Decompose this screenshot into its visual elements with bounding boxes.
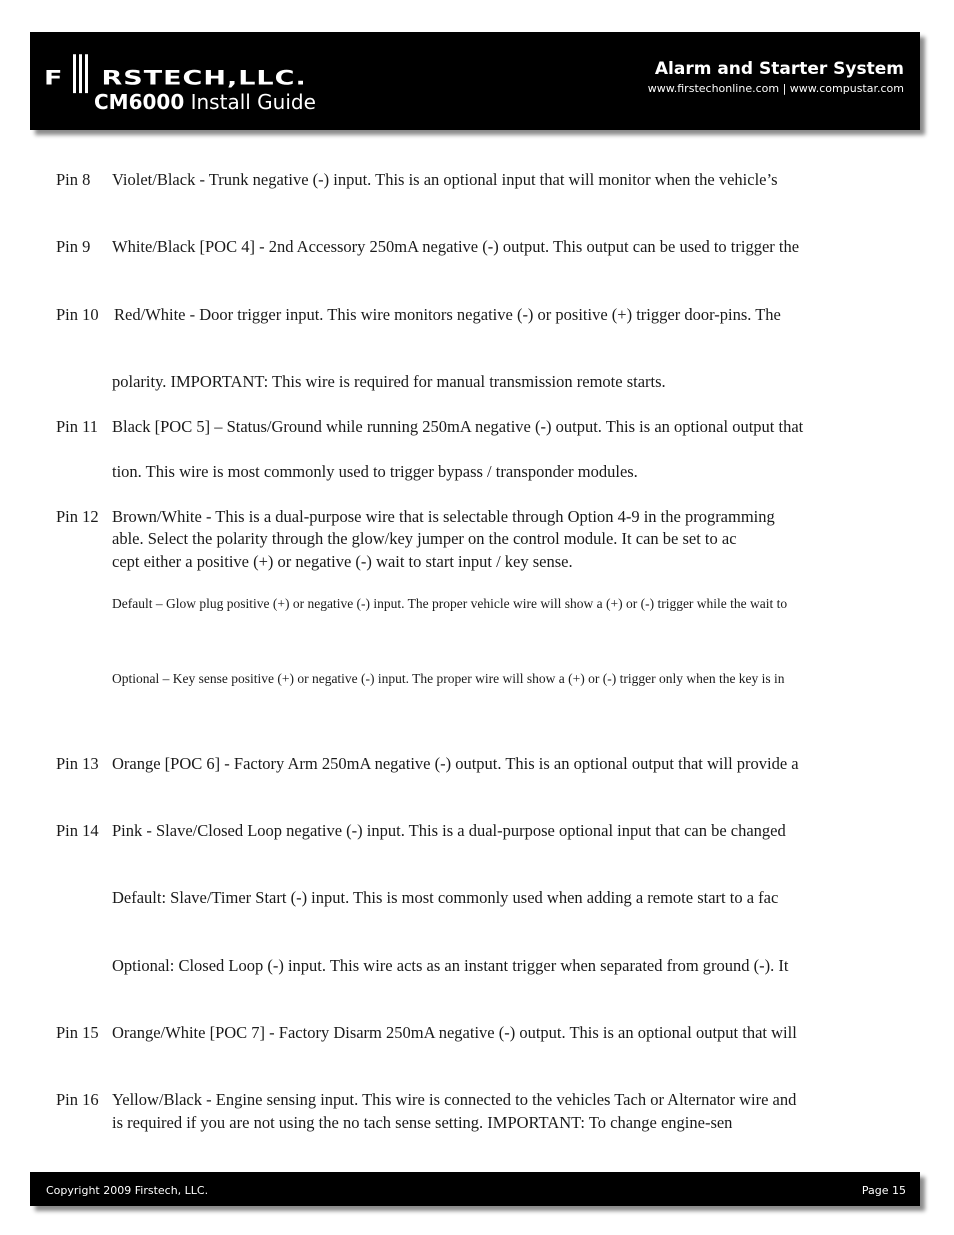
page-footer bbox=[30, 1172, 920, 1206]
pin-13-label: Pin 13 bbox=[56, 754, 99, 773]
pin-10-label: Pin 10 bbox=[56, 305, 99, 324]
page-header bbox=[30, 32, 920, 130]
copyright: Copyright 2009 Firstech, LLC. bbox=[46, 1184, 209, 1197]
pin-9-label: Pin 9 bbox=[56, 237, 91, 256]
guide-title bbox=[94, 90, 316, 114]
pin-8-text: Violet/Black - Trunk negative (-) input. This is an optional input that will monitor when the vehicle’s bbox=[112, 170, 778, 189]
pin-10-text-cont: polarity. IMPORTANT: This wire is required for manual transmission remote starts. bbox=[112, 372, 666, 391]
pin-16-text: Yellow/Black - Engine sensing input. This wire is connected to the vehicles Tach or Alternator wire and bbox=[112, 1090, 797, 1109]
logo-bars-icon bbox=[65, 60, 99, 87]
pin-11-text: Black [POC 5] – Status/Ground while running 250mA negative (-) output. This is an optional output that bbox=[112, 417, 804, 436]
pin-14-label: Pin 14 bbox=[56, 821, 99, 840]
pin-12-default-note: Default – Glow plug positive (+) or negative (-) input. The proper vehicle wire will show a (+) or (-) trigger while the wait to bbox=[112, 596, 788, 611]
pin-12-optional-note: Optional – Key sense positive (+) or negative (-) input. The proper wire will show a (+) or (-) trigger only when the key is in bbox=[112, 671, 785, 686]
pin-8-label: Pin 8 bbox=[56, 170, 91, 189]
model-name: CM6000 bbox=[94, 90, 185, 114]
pin-14-text: Pink - Slave/Closed Loop negative (-) input. This is a dual-purpose optional input that can be changed bbox=[112, 821, 786, 840]
pin-12-text-cont: able. Select the polarity through the glow/key jumper on the control module. It can be set to ac bbox=[112, 529, 737, 548]
pin-13-text: Orange [POC 6] - Factory Arm 250mA negative (-) output. This is an optional output that will provide a bbox=[112, 754, 799, 773]
pin-15-text: Orange/White [POC 7] - Factory Disarm 250mA negative (-) output. This is an optional output that will bbox=[112, 1023, 797, 1042]
pin-14-default: Default: Slave/Timer Start (-) input. This is most commonly used when adding a remote start to a fac bbox=[112, 888, 779, 907]
system-title: Alarm and Starter System bbox=[654, 59, 904, 79]
pin-16-text-cont: is required if you are not using the no tach sense setting. IMPORTANT: To change engine-sen bbox=[112, 1113, 733, 1132]
logo-text-left: F bbox=[44, 67, 64, 90]
pin-10-text: Red/White - Door trigger input. This wire monitors negative (-) or positive (+) trigger door-pins. The bbox=[114, 305, 781, 324]
firstech-logo bbox=[44, 60, 307, 88]
pin-11-label: Pin 11 bbox=[56, 417, 99, 436]
pin-11-text-cont: tion. This wire is most commonly used to trigger bypass / transponder modules. bbox=[112, 462, 638, 481]
pin-12-text-cont: cept either a positive (+) or negative (-) wait to start input / key sense. bbox=[112, 552, 573, 571]
pin-15-label: Pin 15 bbox=[56, 1023, 99, 1042]
pin-16-label: Pin 16 bbox=[56, 1090, 99, 1109]
pin-9-text: White/Black [POC 4] - 2nd Accessory 250mA negative (-) output. This output can be used to trigger the bbox=[112, 237, 800, 256]
guide-label: Install Guide bbox=[190, 90, 316, 114]
pin-12-text: Brown/White - This is a dual-purpose wire that is selectable through Option 4-9 in the programming bbox=[112, 507, 775, 526]
logo-text-right: RSTECH,LLC. bbox=[101, 67, 307, 90]
pin-12-label: Pin 12 bbox=[56, 507, 99, 526]
page-number: Page 15 bbox=[861, 1184, 906, 1197]
pin-14-optional: Optional: Closed Loop (-) input. This wire acts as an instant trigger when separated from ground (-). It bbox=[112, 956, 789, 975]
website-links: www.firstechonline.com | www.compustar.com bbox=[647, 82, 904, 95]
